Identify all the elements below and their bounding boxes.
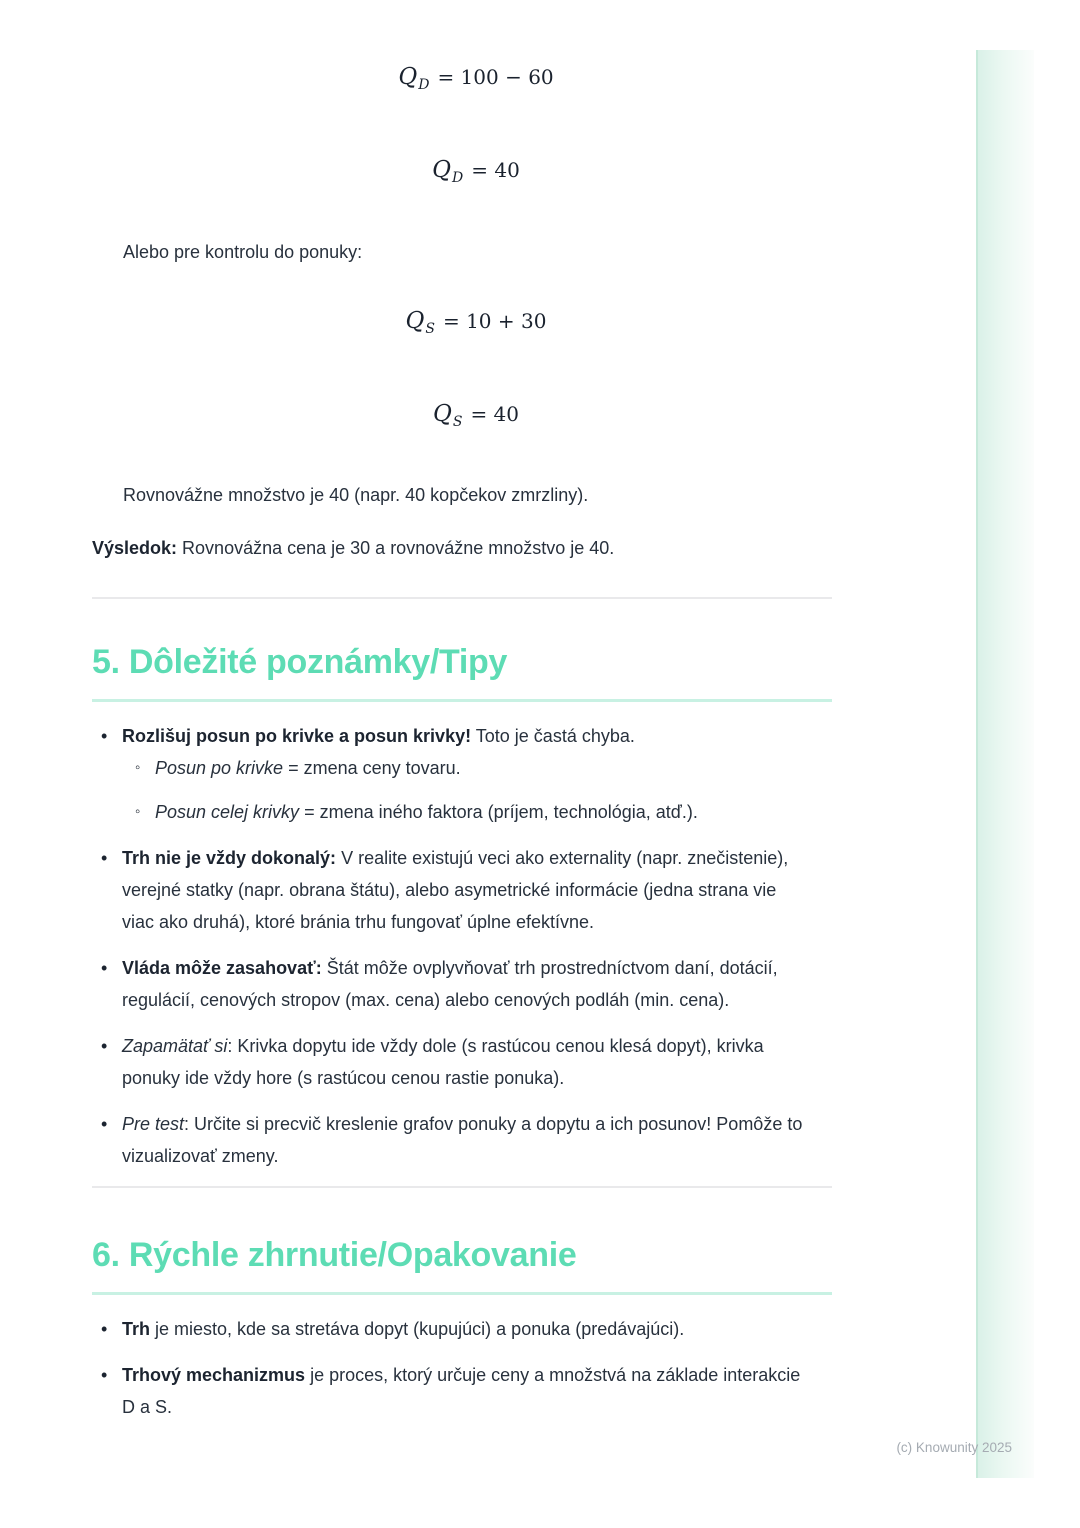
bullet-icon: •: [101, 1365, 108, 1385]
copyright-text: (c) Knowunity 2025: [896, 1440, 1012, 1455]
list-item-body: [122, 720, 812, 828]
section5-bullet-list: [92, 720, 812, 1172]
list-item-lead: Zapamätať si: [122, 1036, 228, 1056]
list-item-body: [122, 1359, 812, 1423]
list-item-text: je miesto, kde sa stretáva dopyt (kupujúci) a ponuka (predávajúci).: [150, 1319, 685, 1339]
list-item-body: [122, 1313, 812, 1345]
list-item-text: : Krivka dopytu ide vždy dole (s rastúcou cenou klesá dopyt), krivka ponuky ide vždy hore (s rastúcou cenou rastie ponuka).: [122, 1036, 764, 1088]
sub-list-item: [122, 752, 812, 784]
paragraph-equilibrium-quantity: Rovnovážne množstvo je 40 (napr. 40 kopčekov zmrzliny).: [123, 485, 589, 505]
list-item-text: je proces, ktorý určuje ceny a množstvá na základe interakcie D a S.: [122, 1365, 801, 1417]
sub-list-item-body: [155, 796, 812, 828]
paragraph-result: [92, 532, 832, 564]
sub-list-item-body: [155, 752, 812, 784]
list-item: [92, 1030, 812, 1094]
equation-qs-result: [92, 401, 832, 435]
equation-symbol: Q: [398, 64, 418, 90]
equation-subscript: D: [452, 170, 464, 186]
paragraph-check-supply: Alebo pre kontrolu do ponuky:: [123, 242, 363, 262]
list-item-lead: Rozlišuj posun po krivke a posun krivky!: [122, 726, 472, 746]
list-item-text: Toto je častá chyba.: [471, 726, 635, 746]
sub-item-text: = zmena ceny tovaru.: [283, 758, 461, 778]
equation-symbol: Q: [405, 308, 425, 334]
list-item-body: [122, 952, 812, 1016]
section-divider: [92, 597, 832, 599]
equation-expression: = 40: [470, 402, 520, 426]
list-item-lead: Trh: [122, 1319, 151, 1339]
section-divider: [92, 1186, 832, 1188]
equation-expression: = 10 + 30: [442, 309, 547, 333]
circle-bullet-icon: ◦: [135, 803, 141, 820]
list-item-lead: Vláda môže zasahovať:: [122, 958, 322, 978]
bullet-icon: •: [101, 1114, 108, 1134]
list-item-lead: Pre test: [122, 1114, 185, 1134]
bullet-icon: •: [101, 848, 108, 868]
sub-item-lead: Posun po krivke: [155, 758, 284, 778]
result-label: Výsledok:: [92, 538, 178, 558]
equation-qd-expanded: [92, 64, 832, 98]
list-item-lead: Trh nie je vždy dokonalý:: [122, 848, 337, 868]
equation-symbol: Q: [432, 157, 452, 183]
sub-bullet-list: [122, 752, 812, 828]
list-item-body: [122, 1030, 812, 1094]
section6-title: 6. Rýchle zhrnutie/Opakovanie: [92, 1236, 577, 1274]
list-item-text: : Určite si precvič kreslenie grafov ponuky a dopytu a ich posunov! Pomôže to vizualizovať zmeny.: [122, 1114, 803, 1166]
circle-bullet-icon: ◦: [135, 759, 141, 776]
list-item-lead: Trhový mechanizmus: [122, 1365, 306, 1385]
list-item-text: V realite existujú veci ako externality (napr. znečistenie), verejné statky (napr. obrana štátu), alebo asymetrické informácie (jedna strana vie viac ako druhá), ktoré bránia trhu fungovať úplne efektívne.: [122, 848, 789, 932]
equation-expression: = 40: [471, 158, 520, 182]
section5-title: 5. Dôležité poznámky/Tipy: [92, 643, 508, 681]
section5-title-underline: [92, 699, 832, 702]
equation-subscript: S: [452, 414, 463, 430]
section6-title-underline: [92, 1292, 832, 1295]
list-item: [92, 1313, 812, 1345]
list-item-body: [122, 842, 812, 938]
bullet-icon: •: [101, 1319, 108, 1339]
equation-subscript: S: [425, 321, 435, 337]
equation-qs-expanded: [92, 308, 832, 342]
bullet-icon: •: [101, 726, 108, 746]
bullet-icon: •: [101, 958, 108, 978]
list-item: [92, 842, 812, 938]
sub-item-text: = zmena iného faktora (príjem, technológia, atď.).: [299, 802, 698, 822]
section6-bullet-list: [92, 1313, 812, 1423]
list-item: [92, 952, 812, 1016]
equation-symbol: Q: [432, 401, 452, 427]
sub-item-lead: Posun celej krivky: [155, 802, 300, 822]
equation-qd-result: [92, 157, 832, 191]
list-item-text: Štát môže ovplyvňovať trh prostredníctvom daní, dotácií, regulácií, cenových stropov (max. cena) alebo cenových podláh (min. cena).: [122, 958, 778, 1010]
list-item: [92, 1359, 812, 1423]
document-content: [92, 0, 832, 1437]
result-text: Rovnovážna cena je 30 a rovnovážne množstvo je 40.: [177, 538, 615, 558]
bullet-icon: •: [101, 1036, 108, 1056]
equation-expression: = 100 − 60: [437, 65, 554, 89]
list-item: [92, 720, 812, 828]
decorative-side-bar: [976, 50, 1034, 1478]
sub-list-item: [122, 796, 812, 828]
list-item-body: [122, 1108, 812, 1172]
list-item: [92, 1108, 812, 1172]
equation-subscript: D: [418, 77, 430, 93]
